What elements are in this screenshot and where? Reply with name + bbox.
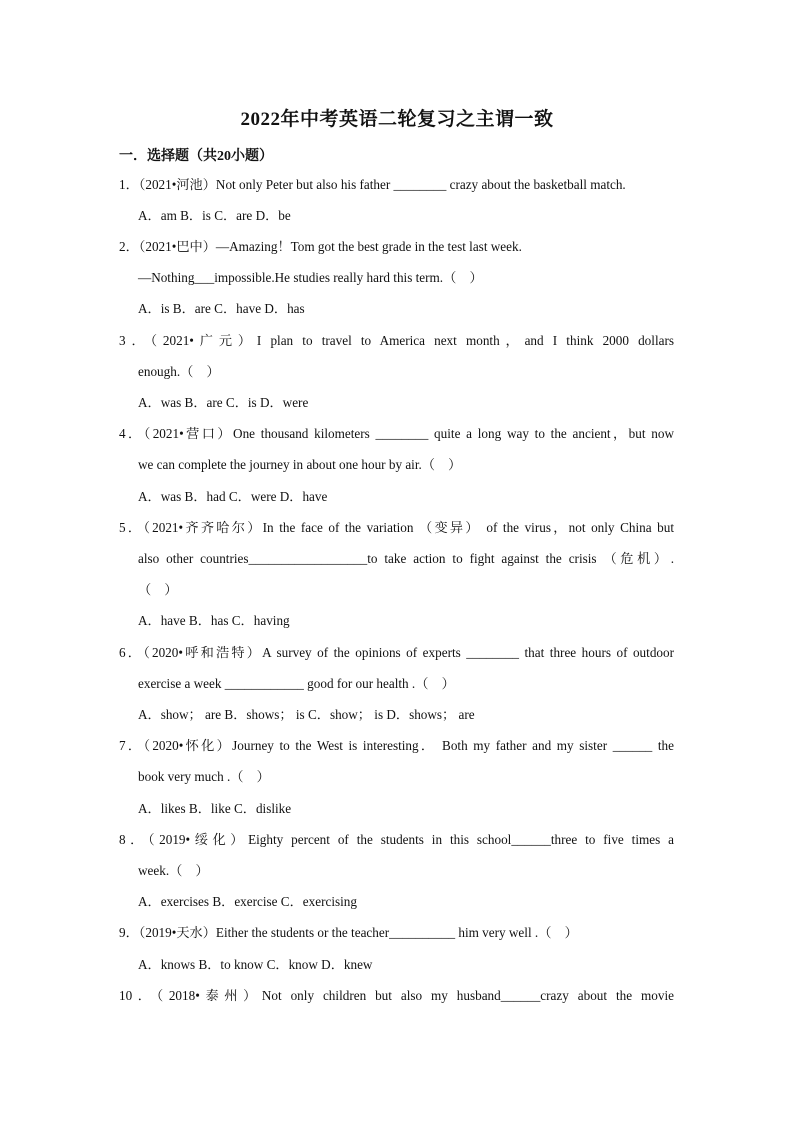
question-7-stem: 7．（2020•怀化）Journey to the West is interesting． Both my father and my sister ______ the (119, 738, 674, 753)
question-4-stem: 4．（2021•营口）One thousand kilometers ________ quite a long way to the ancient，but now (119, 426, 674, 441)
question-6-stem-cont: exercise a week ____________ good for our health .（ ） (138, 676, 455, 691)
question-2-stem: 2．（2021•巴中）—Amazing！Tom got the best grade in the test last week. (119, 239, 522, 254)
question-9-stem: 9．（2019•天水）Either the students or the teacher__________ him very well .（ ） (119, 925, 578, 940)
question-3-stem-cont: enough.（ ） (138, 364, 220, 379)
question-4-options: A．was B．had C．were D．have (138, 489, 328, 504)
question-5-stem: 5．（2021•齐齐哈尔）In the face of the variation （变异） of the virus，not only China but (119, 520, 674, 535)
question-5-stem-cont-2: （ ） (138, 582, 178, 597)
question-3-options: A．was B．are C．is D．were (138, 395, 309, 410)
page-title: 2022年中考英语二轮复习之主谓一致 (240, 109, 554, 130)
question-3-stem: 3．（2021•广元）I plan to travel to America next month，and I think 2000 dollars (119, 333, 674, 348)
question-7-stem-cont: book very much .（ ） (138, 769, 270, 784)
question-5-options: A．have B．has C．having (138, 613, 290, 628)
section-heading: 一．选择题（共20小题） (119, 149, 273, 164)
question-8-options: A．exercises B．exercise C．exercising (138, 894, 357, 909)
question-5-stem-cont: also other countries__________________to take action to fight against the crisis （危机）. (138, 551, 674, 566)
question-8-stem-cont: week.（ ） (138, 863, 209, 878)
question-9-options: A．knows B．to know C．know D．knew (138, 957, 373, 972)
question-4-stem-cont: we can complete the journey in about one hour by air.（ ） (138, 457, 462, 472)
question-1-stem: 1．（2021•河池）Not only Peter but also his father ________ crazy about the basketball match. (119, 177, 626, 192)
question-10-stem: 10．（2018•泰州）Not only children but also my husband______crazy about the movie (119, 988, 674, 1003)
question-2-stem-cont: —Nothing___impossible.He studies really hard this term.（ ） (138, 270, 483, 285)
question-6-options: A．show； are B．shows； is C．show； is D．shows； are (138, 707, 475, 722)
question-2-options: A．is B．are C．have D．has (138, 301, 305, 316)
question-1-options: A．am B．is C．are D．be (138, 208, 291, 223)
question-7-options: A．likes B．like C．dislike (138, 801, 292, 816)
question-8-stem: 8．（2019•绥化）Eighty percent of the students in this school______three to five times a (119, 832, 674, 847)
question-6-stem: 6．（2020•呼和浩特）A survey of the opinions of experts ________ that three hours of outdoor (119, 645, 674, 660)
